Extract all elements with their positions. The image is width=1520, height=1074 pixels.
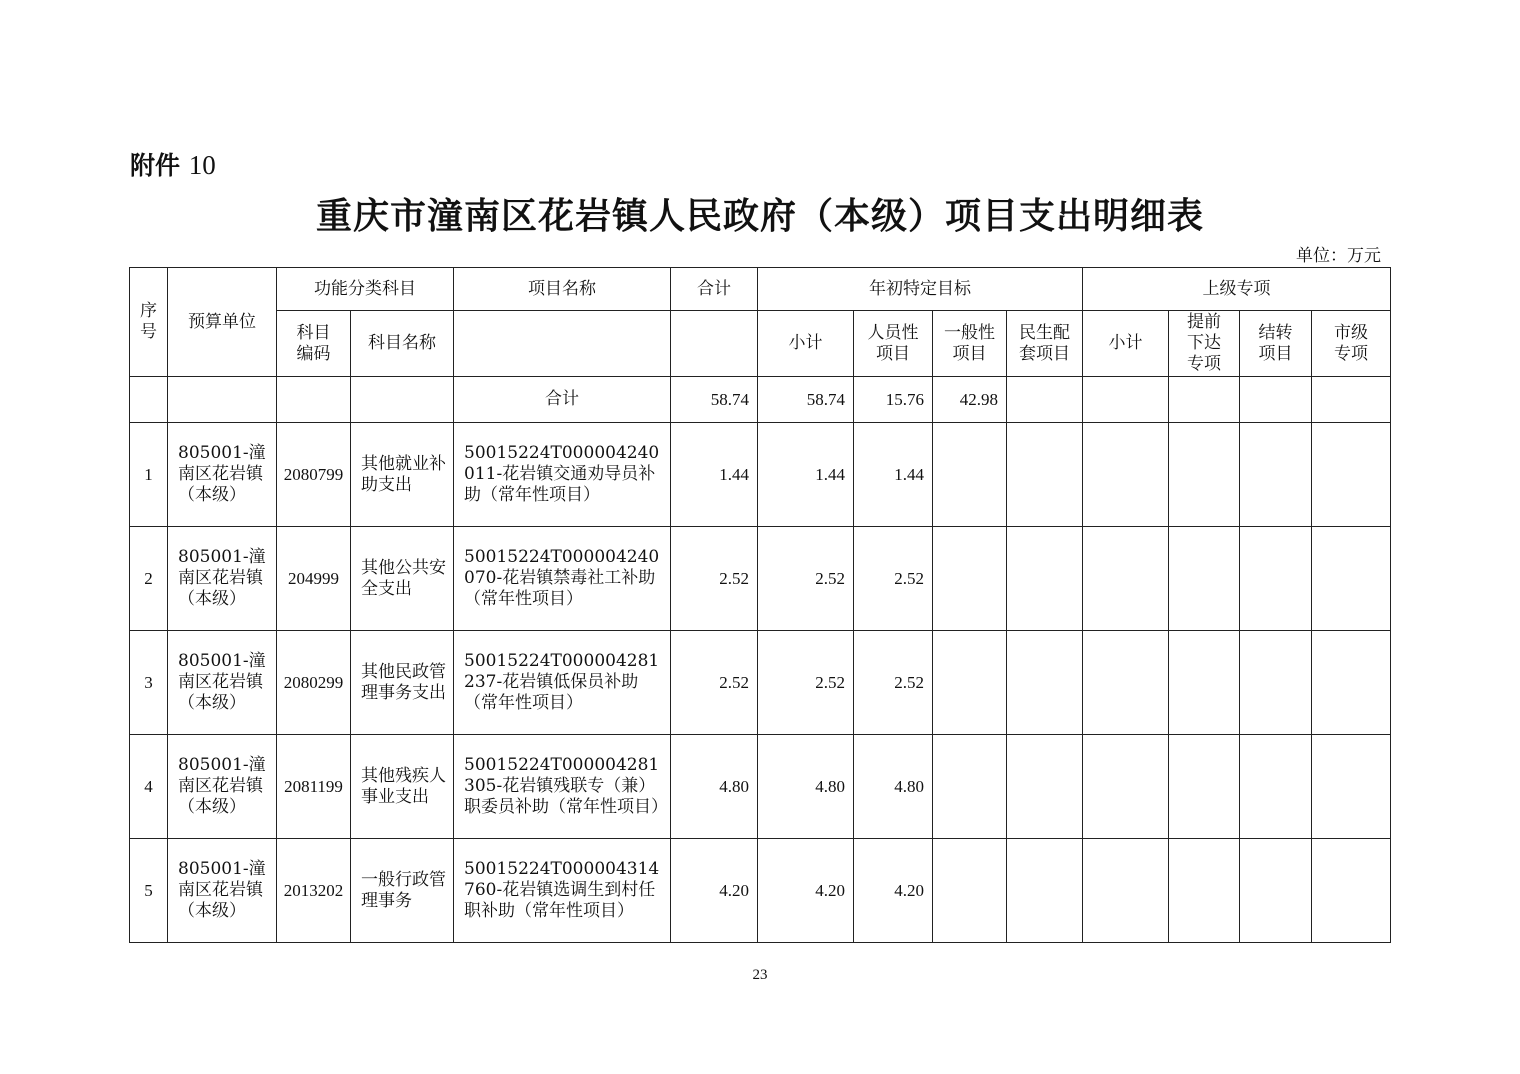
row-seq: 2	[130, 527, 168, 631]
header-at-subtotal: 小计	[758, 311, 854, 377]
header-hs-city: 市级专项	[1312, 311, 1391, 377]
row-subject-name: 一般行政管理事务	[351, 839, 454, 943]
header-total: 合计	[671, 268, 758, 311]
header-budget-unit: 预算单位	[168, 268, 277, 377]
header-subject-name: 科目名称	[351, 311, 454, 377]
row-budget-unit: 805001-潼南区花岩镇（本级）	[168, 735, 277, 839]
row-hs-carryover	[1240, 527, 1312, 631]
attachment-number: 10	[188, 150, 216, 180]
header-higher-special: 上级专项	[1083, 268, 1391, 311]
row-total: 4.20	[671, 839, 758, 943]
row-total: 4.80	[671, 735, 758, 839]
row-at-subtotal: 2.52	[758, 631, 854, 735]
row-hs-advance	[1169, 527, 1240, 631]
row-budget-unit: 805001-潼南区花岩镇（本级）	[168, 839, 277, 943]
row-project-name: 50015224T000004281237-花岩镇低保员补助（常年性项目）	[454, 631, 671, 735]
row-at-general	[933, 839, 1007, 943]
total-hs-city	[1312, 377, 1391, 423]
header-hs-carryover: 结转项目	[1240, 311, 1312, 377]
table-row	[130, 839, 1391, 943]
row-project-name: 50015224T000004240011-花岩镇交通劝导员补助（常年性项目）	[454, 423, 671, 527]
row-subject-code: 204999	[277, 527, 351, 631]
row-hs-carryover	[1240, 735, 1312, 839]
row-seq: 1	[130, 423, 168, 527]
total-at-livelihood	[1007, 377, 1083, 423]
total-unit-blank	[168, 377, 277, 423]
total-amount: 58.74	[671, 377, 758, 423]
row-project-name: 50015224T000004240070-花岩镇禁毒社工补助（常年性项目）	[454, 527, 671, 631]
total-at-general: 42.98	[933, 377, 1007, 423]
header-row-2	[130, 311, 1391, 377]
row-hs-city	[1312, 527, 1391, 631]
row-at-personnel: 2.52	[854, 631, 933, 735]
header-seq: 序号	[130, 268, 168, 377]
row-at-livelihood	[1007, 735, 1083, 839]
attachment-label	[130, 146, 216, 182]
header-project-name: 项目名称	[454, 268, 671, 311]
row-hs-carryover	[1240, 423, 1312, 527]
table-row	[130, 631, 1391, 735]
row-seq: 3	[130, 631, 168, 735]
table-row	[130, 527, 1391, 631]
header-total-blank	[671, 311, 758, 377]
row-budget-unit: 805001-潼南区花岩镇（本级）	[168, 423, 277, 527]
row-hs-subtotal	[1083, 839, 1169, 943]
header-project-name-blank	[454, 311, 671, 377]
total-seq-blank	[130, 377, 168, 423]
row-hs-advance	[1169, 735, 1240, 839]
attachment-word: 附件	[130, 151, 181, 180]
row-at-livelihood	[1007, 631, 1083, 735]
total-subject-blank	[351, 377, 454, 423]
total-hs-subtotal	[1083, 377, 1169, 423]
row-project-name: 50015224T000004281305-花岩镇残联专（兼）职委员补助（常年性项目）	[454, 735, 671, 839]
row-at-personnel: 1.44	[854, 423, 933, 527]
row-total: 2.52	[671, 527, 758, 631]
row-hs-subtotal	[1083, 527, 1169, 631]
row-hs-city	[1312, 631, 1391, 735]
row-at-personnel: 2.52	[854, 527, 933, 631]
header-func-class: 功能分类科目	[277, 268, 454, 311]
row-subject-code: 2080799	[277, 423, 351, 527]
row-budget-unit: 805001-潼南区花岩镇（本级）	[168, 631, 277, 735]
header-row-1	[130, 268, 1391, 311]
row-at-livelihood	[1007, 527, 1083, 631]
page-title: 重庆市潼南区花岩镇人民政府（本级）项目支出明细表	[315, 195, 1204, 237]
header-at-personnel: 人员性项目	[854, 311, 933, 377]
unit-label: 单位：万元	[1296, 246, 1381, 266]
row-subject-name: 其他公共安全支出	[351, 527, 454, 631]
row-total: 1.44	[671, 423, 758, 527]
row-at-livelihood	[1007, 423, 1083, 527]
row-hs-advance	[1169, 631, 1240, 735]
row-hs-city	[1312, 839, 1391, 943]
row-hs-advance	[1169, 839, 1240, 943]
expenditure-table	[129, 267, 1391, 943]
table-row	[130, 423, 1391, 527]
row-hs-carryover	[1240, 631, 1312, 735]
row-project-name: 50015224T000004314760-花岩镇选调生到村任职补助（常年性项目）	[454, 839, 671, 943]
row-subject-name: 其他残疾人事业支出	[351, 735, 454, 839]
row-subject-code: 2081199	[277, 735, 351, 839]
row-at-general	[933, 735, 1007, 839]
total-at-personnel: 15.76	[854, 377, 933, 423]
header-hs-advance: 提前下达专项	[1169, 311, 1240, 377]
row-subject-code: 2080299	[277, 631, 351, 735]
row-hs-city	[1312, 735, 1391, 839]
row-seq: 4	[130, 735, 168, 839]
header-annual-target: 年初特定目标	[758, 268, 1083, 311]
row-hs-advance	[1169, 423, 1240, 527]
header-subject-code: 科目编码	[277, 311, 351, 377]
total-row	[130, 377, 1391, 423]
row-at-subtotal: 1.44	[758, 423, 854, 527]
row-subject-code: 2013202	[277, 839, 351, 943]
row-hs-subtotal	[1083, 423, 1169, 527]
row-subject-name: 其他民政管理事务支出	[351, 631, 454, 735]
row-seq: 5	[130, 839, 168, 943]
table-row	[130, 735, 1391, 839]
row-at-livelihood	[1007, 839, 1083, 943]
row-at-general	[933, 423, 1007, 527]
total-hs-advance	[1169, 377, 1240, 423]
row-hs-subtotal	[1083, 631, 1169, 735]
header-hs-subtotal: 小计	[1083, 311, 1169, 377]
page-number: 23	[752, 967, 768, 983]
row-at-subtotal: 4.80	[758, 735, 854, 839]
row-budget-unit: 805001-潼南区花岩镇（本级）	[168, 527, 277, 631]
row-hs-subtotal	[1083, 735, 1169, 839]
total-at-subtotal: 58.74	[758, 377, 854, 423]
row-at-subtotal: 2.52	[758, 527, 854, 631]
header-at-livelihood: 民生配套项目	[1007, 311, 1083, 377]
row-subject-name: 其他就业补助支出	[351, 423, 454, 527]
row-at-personnel: 4.80	[854, 735, 933, 839]
row-hs-carryover	[1240, 839, 1312, 943]
row-at-subtotal: 4.20	[758, 839, 854, 943]
total-label: 合计	[454, 377, 671, 423]
total-code-blank	[277, 377, 351, 423]
header-at-general: 一般性项目	[933, 311, 1007, 377]
row-at-general	[933, 527, 1007, 631]
row-at-general	[933, 631, 1007, 735]
row-total: 2.52	[671, 631, 758, 735]
row-hs-city	[1312, 423, 1391, 527]
row-at-personnel: 4.20	[854, 839, 933, 943]
total-hs-carryover	[1240, 377, 1312, 423]
